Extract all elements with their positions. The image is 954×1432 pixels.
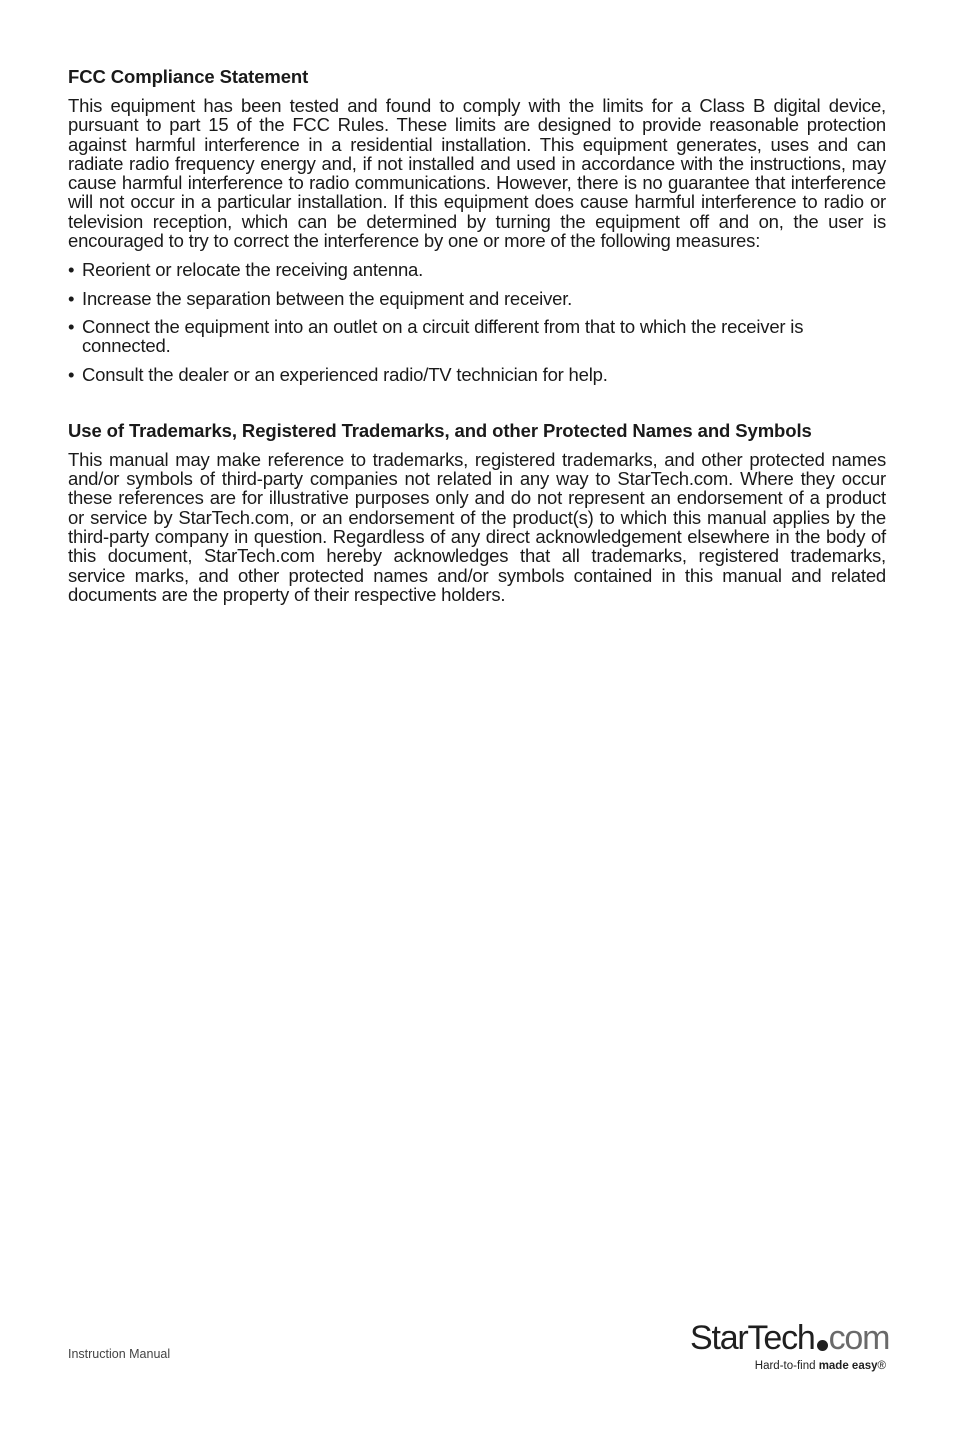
bullet-icon: • [68,363,75,385]
trademarks-paragraph: This manual may make reference to trademarks, registered trademarks, and other protected names and/or symbols of third-party companies not related in any way to StarTech.com. Where they occur these references are for illustrative purposes only and do not represent an endorsement of a product or service by StarTech.com, or an endorsement of the product(s) to which this manual applies by the third-party company in question. Regardless of any direct acknowledgement elsewhere in the body of this document, StarTech.com hereby acknowledges that all trademarks, registered trademarks, service marks, and other protected names and/or symbols contained in this manual and related documents are the property of their respective holders. [68,448,886,605]
list-item-text: Consult the dealer or an experienced radio/TV technician for help. [82,363,608,385]
logo-dot-icon [817,1340,828,1351]
list-item-text: Reorient or relocate the receiving antenna. [82,259,424,281]
fcc-section [68,66,886,384]
fcc-heading: FCC Compliance Statement [68,66,309,87]
bullet-icon: • [68,315,75,337]
list-item-text: Connect the equipment into an outlet on a circuit different from that to which the receiver is connected. [82,315,804,357]
logo-wordmark [690,1318,889,1358]
bullet-icon: • [68,287,75,309]
logo-suffix: com [828,1319,890,1357]
fcc-measures-list [68,260,886,383]
trademarks-heading: Use of Trademarks, Registered Trademarks, and other Protected Names and Symbols [68,419,812,441]
list-item [68,365,886,384]
startech-logo [690,1318,890,1378]
page-content [68,66,886,614]
trademarks-section [68,420,886,604]
tagline-bold: made easy [818,1360,878,1372]
tagline-mark: ® [877,1360,886,1372]
bullet-icon: • [68,259,75,281]
fcc-paragraph: This equipment has been tested and found to comply with the limits for a Class B digital device, pursuant to part 15 of the FCC Rules. These limits are designed to provide reasonable protection against harmful interference in a residential installation. This equipment generates, uses and can radiate radio frequency energy and, if not installed and used in accordance with the instructions, may cause harmful interference to radio communications. However, there is no guarantee that interference will not occur in a particular installation. If this equipment does cause harmful interference to radio or television reception, which can be determined by turning the equipment off and on, the user is encouraged to try to correct the interference by one or more of the following measures: [68,95,886,252]
list-item [68,289,886,308]
logo-tagline [755,1360,886,1372]
tagline-plain: Hard-to-find [754,1360,819,1372]
list-item [68,317,886,356]
list-item [68,260,886,279]
list-item-text: Increase the separation between the equipment and receiver. [82,287,573,309]
footer-label: Instruction Manual [68,1347,171,1361]
logo-word: StarTech [690,1319,815,1357]
